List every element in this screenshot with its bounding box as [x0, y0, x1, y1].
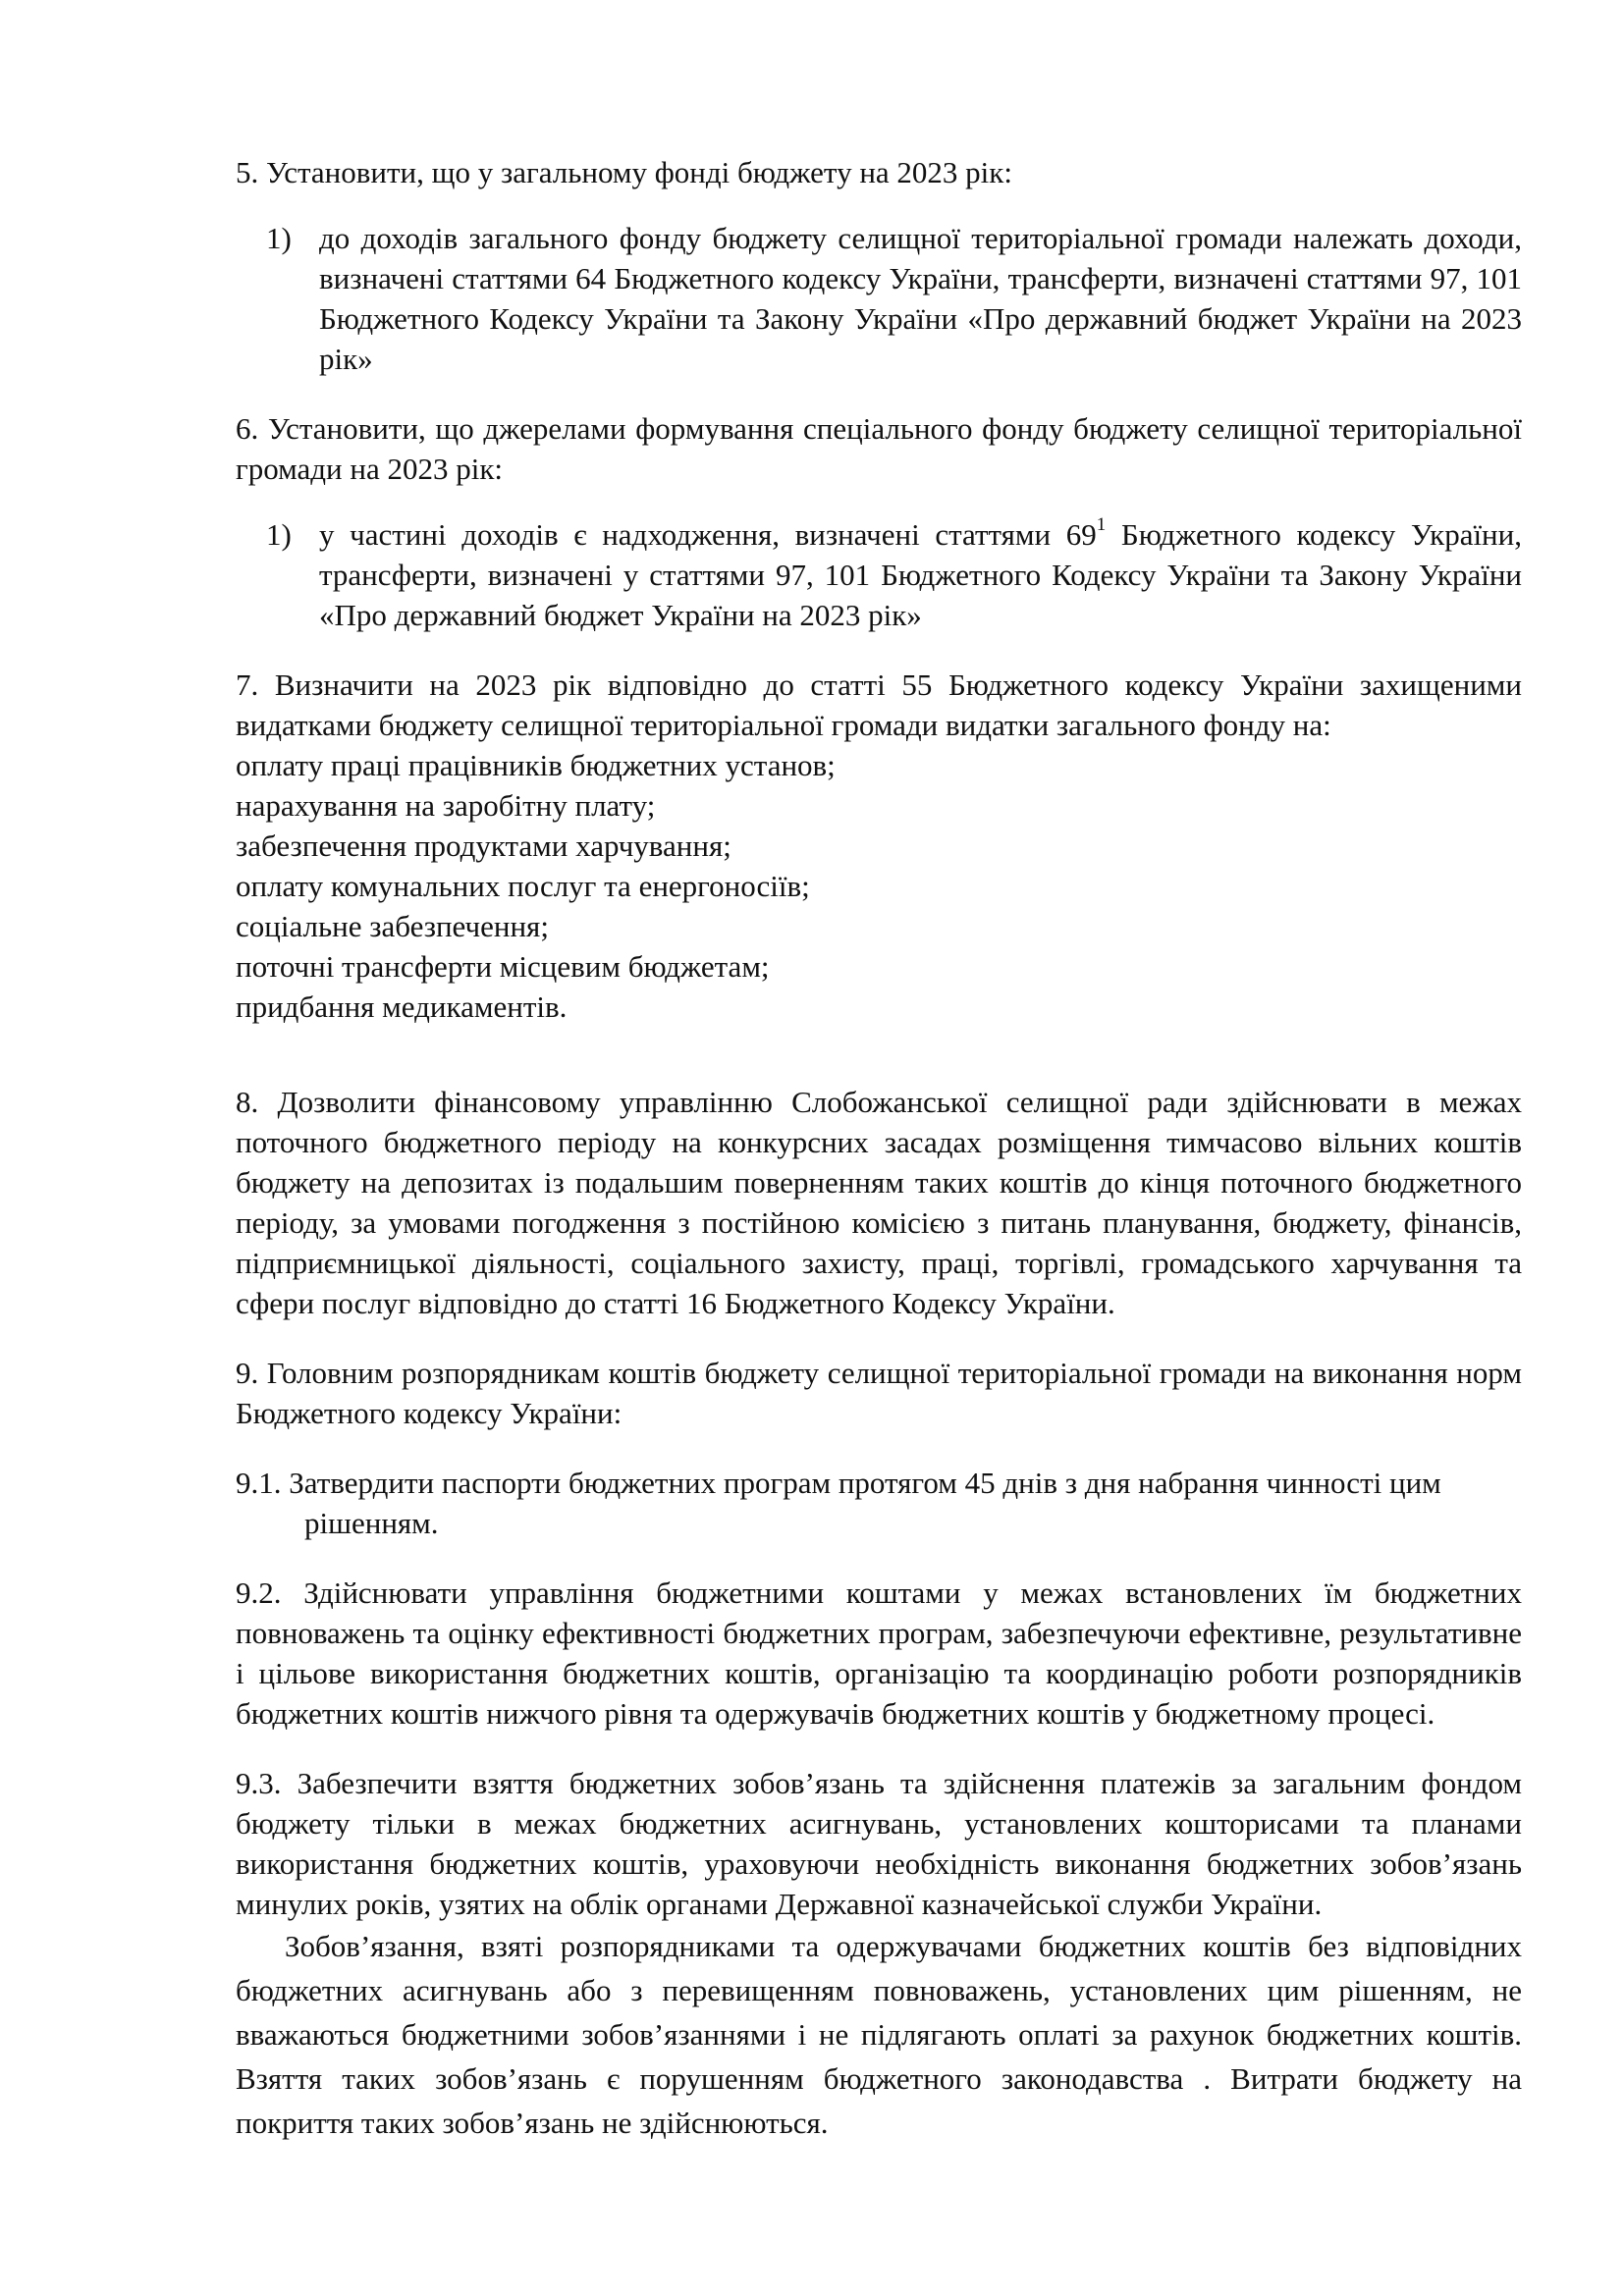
item-number: 1) [266, 517, 292, 552]
item-text: до доходів загального фонду бюджету селищної територіальної громади належать доходи, визначені статтями 64 Бюджетного кодексу України, трансферти, визначені статтями 97, 101 Бюджетного Кодексу України та Закону України «Про державний бюджет України на 2023 рік» [319, 221, 1522, 376]
section-9-3-paragraph: 9.3. Забезпечити взяття бюджетних зобов’язань та здійснення платежів за загальним фондом бюджету тільки в межах бюджетних асигнувань, установлених кошторисами та планами використання бюджетних коштів, ураховуючи необхідність виконання бюджетних зобов’язань минулих років, узятих на облік органами Державної казначейської служби України. [236, 1766, 1522, 1921]
section-5-heading: 5. Установити, що у загальному фонді бюджету на 2023 рік: [236, 155, 1012, 189]
list-item: забезпечення продуктами харчування; [236, 828, 731, 863]
list-item: нарахування на заробітну плату; [236, 788, 656, 823]
item-text-end: Бюджетного кодексу України, трансферти, визначені у статтями 97, 101 Бюджетного Кодексу України та Закону України «Про державний бюджет України на 2023 рік» [319, 517, 1522, 632]
list-item: оплату комунальних послуг та енергоносіїв; [236, 869, 810, 903]
section-7-heading: 7. Визначити на 2023 рік відповідно до статті 55 Бюджетного кодексу України захищеними видатками бюджету селищної територіальної громади видатки загального фонду на: [236, 667, 1522, 742]
section-9-2-paragraph: 9.2. Здійснювати управління бюджетними коштами у межах встановлених їм бюджетних повноважень та оцінку ефективності бюджетних програм, забезпечуючи ефективне, результативне і цільове використання бюджетних коштів, організацію та координацію роботи розпорядників бюджетних коштів нижчого рівня та одержувачів бюджетних коштів у бюджетному процесі. [236, 1575, 1522, 1731]
section-9-1-paragraph: 9.1. Затвердити паспорти бюджетних програм протягом 45 днів з дня набрання чинності цим рішенням. [236, 1466, 1441, 1540]
list-item: придбання медикаментів. [236, 989, 568, 1024]
section-6-heading: 6. Установити, що джерелами формування спеціального фонду бюджету селищної територіальної громади на 2023 рік: [236, 411, 1522, 486]
superscript: 1 [1096, 513, 1107, 535]
section-5-item-1 [236, 218, 1522, 379]
section-8-paragraph: 8. Дозволити фінансовому управлінню Слобожанської селищної ради здійснювати в межах поточного бюджетного періоду на конкурсних засадах розміщення тимчасово вільних коштів бюджету на депозитах із подальшим поверненням таких коштів до кінця поточного бюджетного періоду, за умовами погодження з постійною комісією з питань планування, бюджету, фінансів, підприємницької діяльності, соціального захисту, праці, торгівлі, громадського харчування та сфери послуг відповідно до статті 16 Бюджетного Кодексу України. [236, 1085, 1522, 1320]
section-9-3-continuation: Зобов’язання, взяті розпорядниками та одержувачами бюджетних коштів без відповідних бюджетних асигнувань або з перевищенням повноважень, установлених цим рішенням, не вважаються бюджетними зобов’язаннями і не підлягають оплаті за рахунок бюджетних коштів. Взяття таких зобов’язань є порушенням бюджетного законодавства . Витрати бюджету на покриття таких зобов’язань не здійснюються. [236, 1929, 1522, 2140]
protected-expenses-list [236, 745, 1522, 1027]
item-text-start: у частині доходів є надходження, визначені статтями 69 [319, 517, 1097, 552]
list-item: поточні трансферти місцевим бюджетам; [236, 949, 770, 984]
section-9-heading: 9. Головним розпорядникам коштів бюджету селищної територіальної громади на виконання норм Бюджетного кодексу України: [236, 1356, 1522, 1430]
section-6-item-1 [236, 514, 1522, 635]
document-page [236, 152, 1522, 2145]
list-item: соціальне забезпечення; [236, 909, 549, 943]
list-item: оплату праці працівників бюджетних установ; [236, 748, 836, 782]
item-number: 1) [266, 221, 292, 255]
